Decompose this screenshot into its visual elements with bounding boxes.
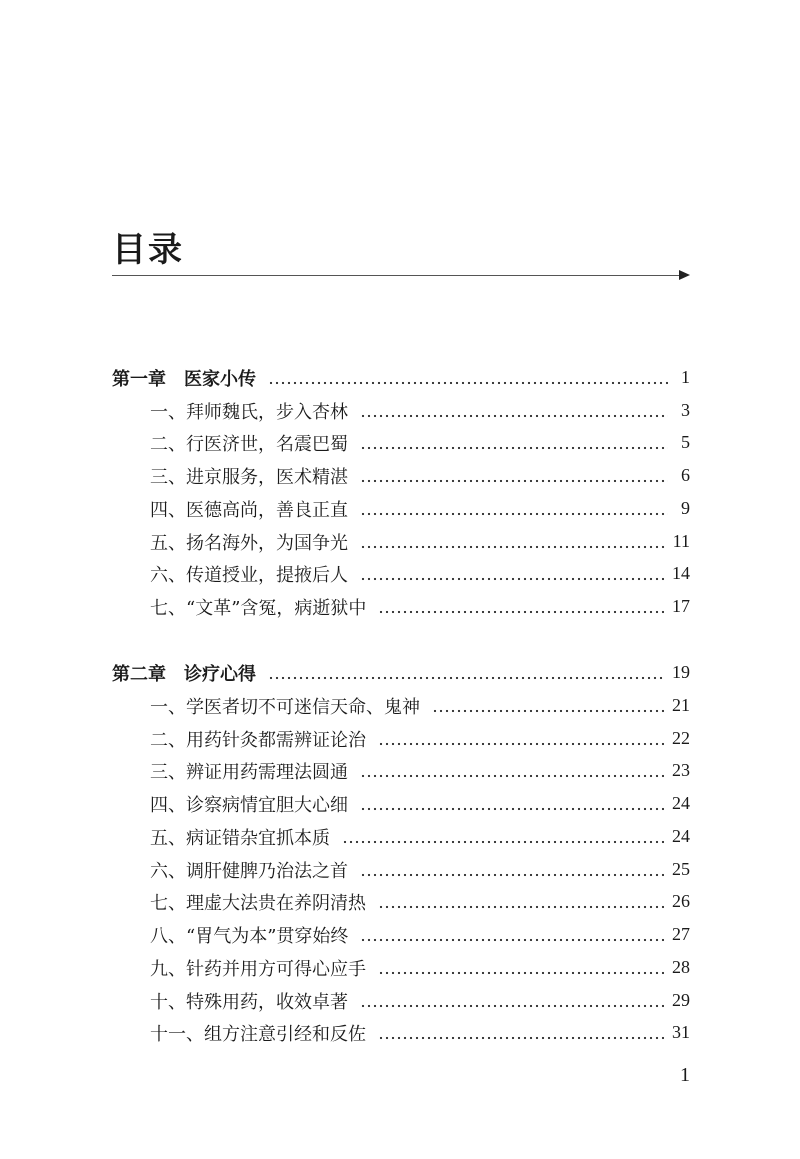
section-title: 七、“文革”含冤，病逝狱中	[150, 597, 367, 619]
heading-rule	[112, 275, 682, 276]
dot-leader	[360, 754, 664, 787]
dot-leader	[378, 590, 664, 623]
toc-section[interactable]	[112, 689, 690, 722]
section-page: 27	[672, 924, 690, 944]
toc-heading: 目录	[112, 230, 184, 270]
dot-leader	[268, 656, 664, 689]
section-title: 五、病证错杂宜抓本质	[150, 827, 330, 849]
toc-section[interactable]	[112, 984, 690, 1017]
section-title: 五、扬名海外，为国争光	[150, 532, 348, 554]
arrow-right-icon	[679, 270, 690, 280]
toc-section[interactable]	[112, 820, 690, 853]
dot-leader	[432, 689, 664, 722]
dot-leader	[378, 951, 664, 984]
toc-section[interactable]	[112, 394, 690, 427]
toc-section[interactable]	[112, 787, 690, 820]
section-page: 25	[672, 859, 690, 879]
dot-leader	[360, 984, 664, 1017]
section-title: 七、理虚大法贵在养阴清热	[150, 892, 366, 914]
toc-section[interactable]	[112, 590, 690, 623]
toc-section[interactable]	[112, 722, 690, 755]
dot-leader	[360, 918, 664, 951]
section-title: 六、传道授业，提掖后人	[150, 564, 348, 586]
dot-leader	[360, 492, 668, 525]
toc-section[interactable]	[112, 951, 690, 984]
section-title: 八、“胃气为本”贯穿始终	[150, 925, 349, 947]
chapter-page: 19	[672, 662, 690, 682]
chapter-page: 1	[681, 367, 690, 387]
dot-leader	[360, 557, 664, 590]
toc-chapter-1[interactable]	[112, 361, 690, 394]
section-title: 一、拜师魏氏，步入杏林	[150, 401, 348, 423]
toc-section[interactable]	[112, 885, 690, 918]
toc-section[interactable]	[112, 754, 690, 787]
dot-leader	[360, 787, 664, 820]
toc-chapter-2[interactable]	[112, 656, 690, 689]
section-title: 二、行医济世，名震巴蜀	[150, 433, 348, 455]
section-page: 11	[672, 531, 690, 551]
dot-leader	[360, 394, 668, 427]
section-page: 17	[672, 596, 690, 616]
section-title: 一、学医者切不可迷信天命、鬼神	[150, 696, 420, 718]
section-title: 二、用药针灸都需辨证论治	[150, 729, 366, 751]
toc-section[interactable]	[112, 918, 690, 951]
section-page: 21	[672, 695, 690, 715]
section-page: 14	[672, 563, 690, 583]
section-page: 5	[681, 432, 690, 452]
chapter-title: 第二章 诊疗心得	[112, 663, 256, 685]
section-title: 三、辨证用药需理法圆通	[150, 761, 348, 783]
dot-leader	[378, 1016, 664, 1049]
dot-leader	[360, 525, 665, 558]
page-number: 1	[680, 1064, 690, 1086]
toc-section[interactable]	[112, 426, 690, 459]
toc-section[interactable]	[112, 1016, 690, 1049]
section-title: 六、调肝健脾乃治法之首	[150, 860, 348, 882]
toc-section[interactable]	[112, 853, 690, 886]
toc-section[interactable]	[112, 525, 690, 558]
dot-leader	[342, 820, 664, 853]
dot-leader	[360, 459, 668, 492]
section-page: 22	[672, 728, 690, 748]
dot-leader	[360, 853, 664, 886]
toc-section[interactable]	[112, 557, 690, 590]
dot-leader	[378, 722, 664, 755]
section-page: 28	[672, 957, 690, 977]
toc-section[interactable]	[112, 492, 690, 525]
section-page: 9	[681, 498, 690, 518]
section-page: 31	[672, 1022, 690, 1042]
section-page: 24	[672, 793, 690, 813]
toc-section[interactable]	[112, 459, 690, 492]
section-page: 26	[672, 891, 690, 911]
section-title: 四、诊察病情宜胆大心细	[150, 794, 348, 816]
chapter-title: 第一章 医家小传	[112, 368, 256, 390]
dot-leader	[268, 361, 668, 394]
section-title: 九、针药并用方可得心应手	[150, 958, 366, 980]
dot-leader	[360, 426, 668, 459]
section-title: 四、医德高尚，善良正直	[150, 499, 348, 521]
section-page: 24	[672, 826, 690, 846]
section-title: 十一、组方注意引经和反佐	[150, 1023, 366, 1045]
dot-leader	[378, 885, 664, 918]
section-title: 十、特殊用药，收效卓著	[150, 991, 348, 1013]
section-page: 3	[681, 400, 690, 420]
section-page: 23	[672, 760, 690, 780]
section-page: 29	[672, 990, 690, 1010]
section-title: 三、进京服务，医术精湛	[150, 466, 348, 488]
section-page: 6	[681, 465, 690, 485]
